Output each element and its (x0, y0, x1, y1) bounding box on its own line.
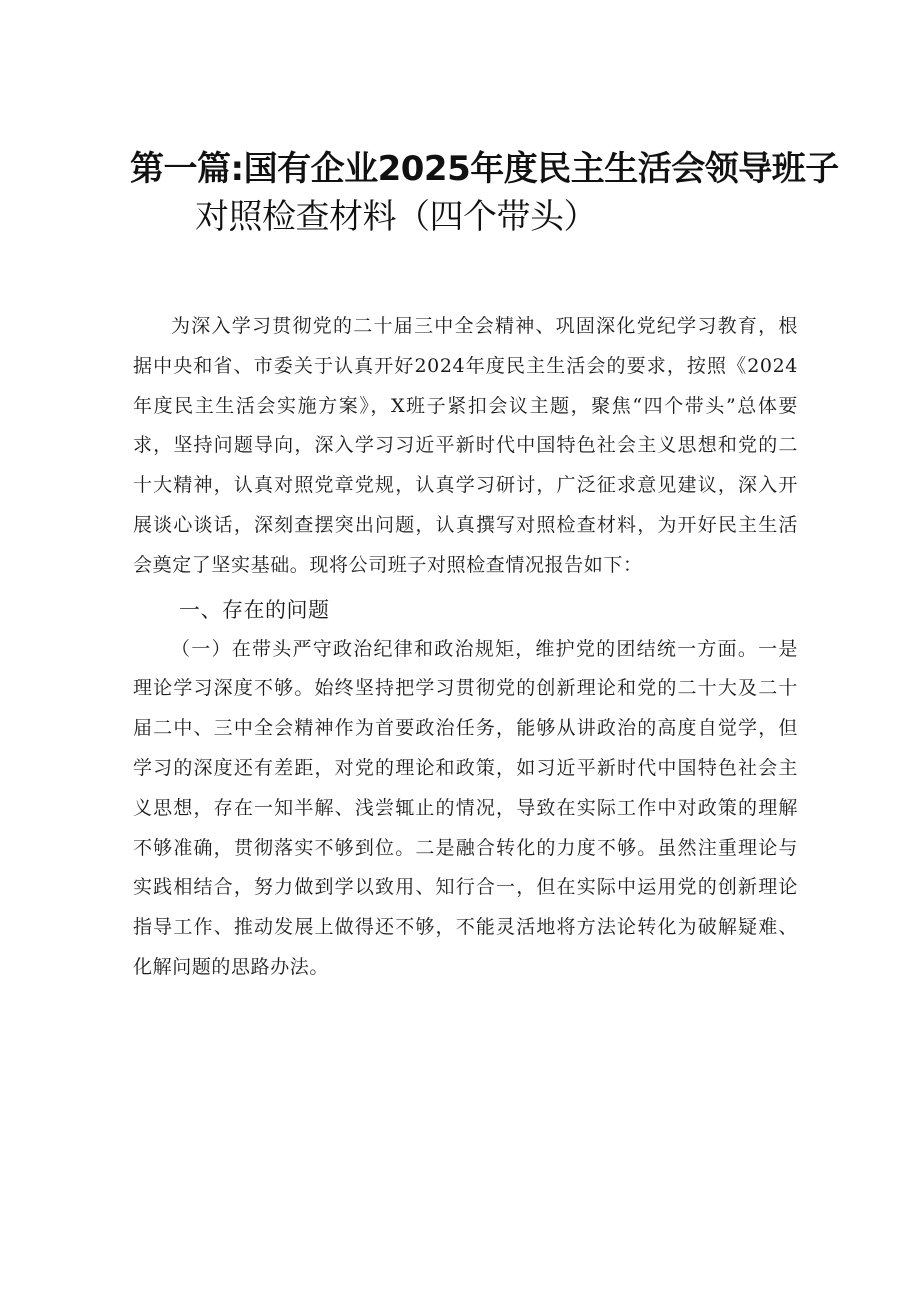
section-heading: 一、存在的问题 (179, 597, 330, 622)
intro-paragraph: 为深入学习贯彻党的二十届三中全会精神、巩固深化党纪学习教育，根据中央和省、市委关于认真开好2024年度民主生活会的要求，按照《2024年度民主生活会实施方案》，X班子紧扣会议主题，聚焦“四个带头”总体要求，坚持问题导向，深入学习习近平新时代中国特色社会主义思想和党的二十大精神，认真对照党章党规，认真学习研讨，广泛征求意见建议，深入开展谈心谈话，深刻查摆突出问题，认真撰写对照检查材料，为开好民主生活会奠定了坚实基础。现将公司班子对照检查情况报告如下： (133, 315, 798, 576)
title-line-1: 第一篇:国有企业2025年度民主生活会领导班子 (130, 149, 839, 189)
section-paragraph: （一）在带头严守政治纪律和政治规矩，维护党的团结统一方面。一是理论学习深度不够。始终坚持把学习贯彻党的创新理论和党的二十大及二十届二中、三中全会精神作为首要政治任务，能够从讲政治的高度自觉学，但学习的深度还有差距，对党的理论和政策，如习近平新时代中国特色社会主义思想，存在一知半解、浅尝辄止的情况，导致在实际工作中对政策的理解不够准确，贯彻落实不够到位。二是融合转化的力度不够。虽然注重理论与实践相结合，努力做到学以致用、知行合一，但在实际中运用党的创新理论指导工作、推动发展上做得还不够，不能灵活地将方法论转化为破解疑难、化解问题的思路办法。 (133, 637, 798, 978)
document-title (130, 145, 839, 241)
title-line-2: 对照检查材料（四个带头） (195, 197, 597, 237)
document-body (133, 307, 798, 988)
